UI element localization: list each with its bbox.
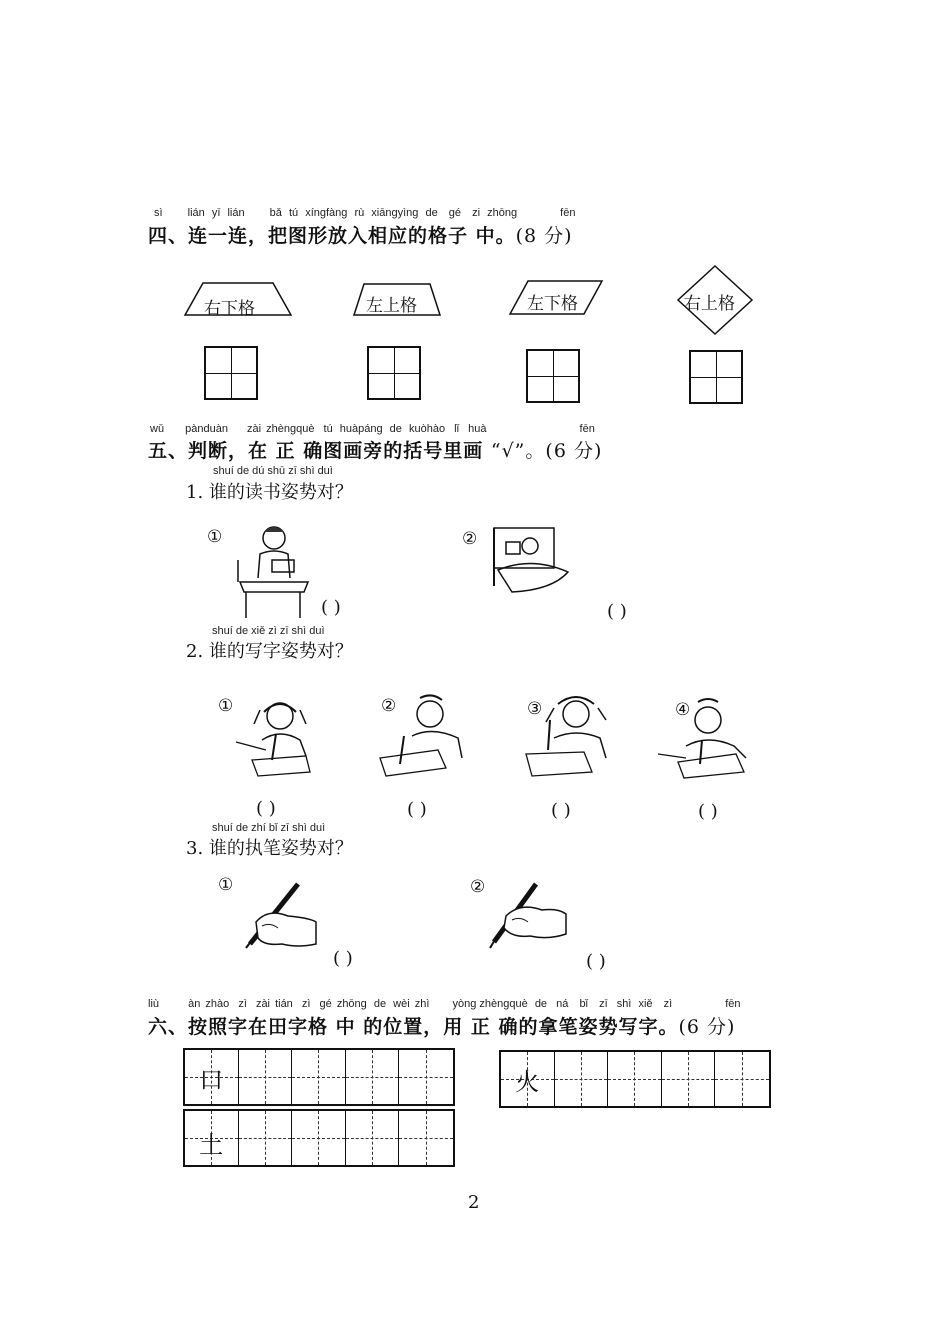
writing-cell[interactable] xyxy=(399,1050,453,1104)
writing-cell[interactable]: 土 xyxy=(185,1111,239,1165)
q3-answer-1[interactable]: ( ) xyxy=(333,948,353,969)
shape-label-1[interactable]: 右下格 xyxy=(204,299,255,319)
section-4-title: 四、连一连，把图形放入相应的格子 中。(8 分) xyxy=(148,225,573,247)
pinyin-line-6: liù àn zhào zì zài tián zì gé zhōng de wèi zhì yòng zhèngquè de ná bǐ zī shì xiě zì fēn xyxy=(148,998,741,1010)
q2-answer-2[interactable]: ( ) xyxy=(407,799,427,820)
writing-cell[interactable] xyxy=(346,1111,400,1165)
writing-cell[interactable]: 口 xyxy=(185,1050,239,1104)
q1-text: 1. 谁的读书姿势对？ xyxy=(186,482,353,503)
writing-girl-1-image xyxy=(236,690,322,780)
reading-boy-at-desk-image xyxy=(234,520,314,620)
q1-answer-1[interactable]: ( ) xyxy=(321,597,341,618)
q2-num-3: ③ xyxy=(527,699,543,719)
pinyin-line-5: wǔ pànduàn zài zhèngquè tú huàpáng de kuòhào lǐ huà fēn xyxy=(150,423,595,435)
writing-cell[interactable] xyxy=(608,1052,662,1106)
q2-pinyin: shuí de xiě zì zī shì duì xyxy=(212,625,325,637)
tian-grid-3[interactable] xyxy=(526,349,580,403)
writing-cell[interactable] xyxy=(239,1111,293,1165)
writing-cell[interactable] xyxy=(715,1052,769,1106)
q3-answer-2[interactable]: ( ) xyxy=(586,951,606,972)
q1-pinyin: shuí de dú shū zī shì duì xyxy=(213,465,333,477)
writing-cell[interactable]: 火 xyxy=(501,1052,555,1106)
writing-cell[interactable] xyxy=(292,1050,346,1104)
writing-cell[interactable] xyxy=(292,1111,346,1165)
tian-grid-2[interactable] xyxy=(367,346,421,400)
q3-text: 3. 谁的执笔姿势对？ xyxy=(186,838,353,859)
q2-answer-3[interactable]: ( ) xyxy=(551,800,571,821)
writing-girl-4-image xyxy=(656,692,752,780)
writing-cell[interactable] xyxy=(239,1050,293,1104)
shape-label-3[interactable]: 左下格 xyxy=(527,294,578,314)
section-6-title: 六、按照字在田字格 中 的位置，用 正 确的拿笔姿势写字。(6 分) xyxy=(148,1016,736,1038)
q3-pinyin: shuí de zhí bǐ zī shì duì xyxy=(212,822,326,834)
writing-cell[interactable] xyxy=(555,1052,609,1106)
q2-num-2: ② xyxy=(381,696,397,716)
writing-cell[interactable] xyxy=(662,1052,716,1106)
writing-row-kou xyxy=(183,1048,455,1106)
q2-text: 2. 谁的写字姿势对？ xyxy=(186,641,353,662)
q1-answer-2[interactable]: ( ) xyxy=(607,601,627,622)
section-5-title: 五、判断，在 正 确图画旁的括号里画 “√”。(6 分) xyxy=(148,440,603,462)
q3-num-2: ② xyxy=(470,877,486,897)
writing-cell[interactable] xyxy=(399,1111,453,1165)
q3-num-1: ① xyxy=(218,875,234,895)
pen-grip-hand-1-image xyxy=(238,882,322,952)
q1-num-1: ① xyxy=(207,527,223,547)
reading-in-bed-image xyxy=(492,526,572,598)
tian-grid-1[interactable] xyxy=(204,346,258,400)
q1-num-2: ② xyxy=(462,529,478,549)
q2-num-4: ④ xyxy=(675,700,691,720)
pen-grip-hand-2-image xyxy=(486,882,570,952)
q2-answer-4[interactable]: ( ) xyxy=(698,801,718,822)
pinyin-line-4: sì lián yī lián bǎ tú xíngfàng rù xiāngyìng de gé zi zhōng fēn xyxy=(154,207,576,219)
shape-label-2[interactable]: 左上格 xyxy=(366,296,417,316)
q2-num-1: ① xyxy=(218,696,234,716)
q2-answer-1[interactable]: ( ) xyxy=(256,798,276,819)
writing-girl-2-image xyxy=(376,688,468,778)
tian-grid-4[interactable] xyxy=(689,350,743,404)
shape-label-4[interactable]: 右上格 xyxy=(684,294,735,314)
writing-row-huo xyxy=(499,1050,771,1108)
writing-row-tu xyxy=(183,1109,455,1167)
writing-girl-3-image xyxy=(520,690,612,780)
writing-cell[interactable] xyxy=(346,1050,400,1104)
page-number: 2 xyxy=(468,1192,480,1213)
